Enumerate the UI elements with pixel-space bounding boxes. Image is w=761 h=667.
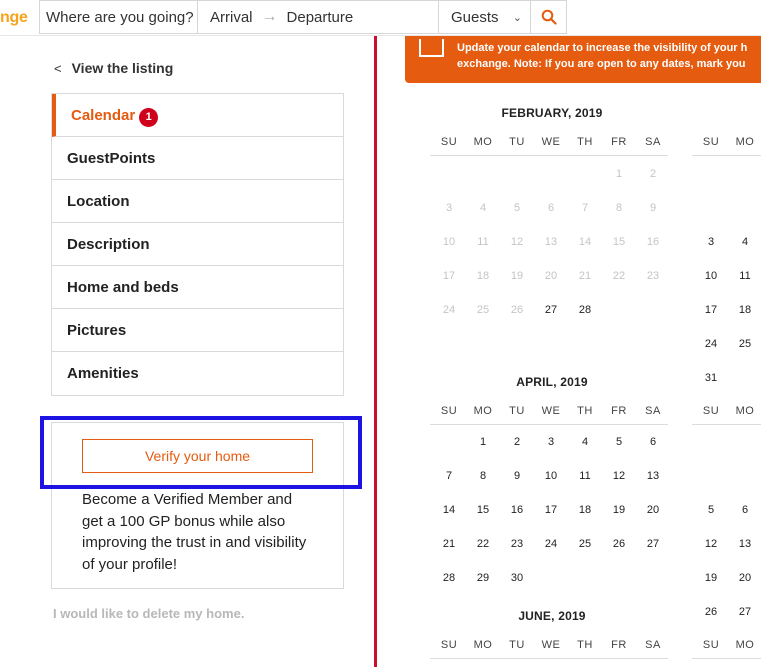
calendar-day[interactable]: 25 (738, 338, 752, 350)
calendar-day[interactable]: 26 (612, 538, 626, 550)
calendar-day[interactable]: 10 (704, 270, 718, 282)
calendar-day[interactable]: 6 (741, 504, 749, 516)
calendar-day[interactable]: 14 (442, 504, 456, 516)
calendar-day[interactable]: 24 (544, 538, 558, 550)
listing-menu (51, 93, 344, 396)
calendar-day: 26 (510, 304, 524, 316)
calendar-day[interactable]: 15 (476, 504, 490, 516)
calendar-day: 14 (578, 236, 592, 248)
weekday-label: FR (611, 405, 627, 417)
calendar-day[interactable]: 19 (612, 504, 626, 516)
menu-item-label: Home and beds (67, 278, 179, 296)
menu-item-calendar[interactable] (52, 94, 343, 137)
month-title: JUNE, 2019 (518, 609, 586, 623)
menu-item-label: Location (67, 192, 130, 210)
calendar-day: 6 (547, 202, 555, 214)
weekday-label: SU (702, 405, 720, 417)
calendar-day[interactable]: 11 (739, 270, 751, 282)
calendar-day: 21 (578, 270, 592, 282)
weekday-label: WE (541, 639, 561, 651)
departure-field[interactable]: Departure (286, 8, 354, 26)
arrival-field[interactable]: Arrival (210, 8, 253, 26)
calendar-day: 13 (544, 236, 558, 248)
calendar-day[interactable]: 22 (476, 538, 490, 550)
weekday-label: SA (645, 639, 661, 651)
calendar-day[interactable]: 18 (578, 504, 592, 516)
calendar-notice-banner (405, 36, 761, 83)
date-range-picker[interactable] (198, 1, 439, 33)
weekday-label: SA (645, 405, 661, 417)
banner-message (457, 40, 761, 72)
delete-home-link[interactable]: I would like to delete my home. (53, 606, 245, 621)
weekday-label: WE (541, 405, 561, 417)
calendar-day[interactable]: 1 (479, 436, 487, 448)
calendar-day[interactable]: 24 (704, 338, 718, 350)
month-title: APRIL, 2019 (516, 375, 588, 389)
calendar-day: 4 (479, 202, 487, 214)
weekday-label: SU (702, 639, 720, 651)
chevron-left-icon: < (54, 60, 62, 76)
calendar-day: 22 (612, 270, 626, 282)
calendar-day[interactable]: 12 (612, 470, 626, 482)
weekday-label: MO (473, 136, 493, 148)
calendar-day[interactable]: 27 (646, 538, 660, 550)
menu-item-label: Pictures (67, 321, 127, 339)
calendar-day[interactable]: 13 (738, 538, 752, 550)
menu-item-pictures[interactable] (52, 309, 343, 352)
banner-line: exchange. Note: If you are open to any dates, mark you (457, 58, 746, 70)
calendar-day[interactable]: 31 (704, 372, 718, 384)
calendar-day[interactable]: 5 (615, 436, 623, 448)
calendar-day: 23 (646, 270, 660, 282)
menu-item-location[interactable] (52, 180, 343, 223)
calendar-day[interactable]: 20 (646, 504, 660, 516)
calendar-day[interactable]: 16 (510, 504, 524, 516)
calendar-day[interactable]: 23 (510, 538, 524, 550)
calendar-day[interactable]: 13 (646, 470, 660, 482)
calendar-day[interactable]: 8 (479, 470, 487, 482)
weekday-label: TH (577, 639, 593, 651)
calendar-day: 20 (544, 270, 558, 282)
calendar-day[interactable]: 9 (513, 470, 521, 482)
weekday-label: SU (702, 136, 720, 148)
weekday-label: TH (577, 136, 593, 148)
calendar-day[interactable]: 17 (704, 304, 718, 316)
search-icon (541, 9, 557, 25)
weekday-label: SU (440, 405, 458, 417)
calendar-day: 18 (476, 270, 490, 282)
calendar-day[interactable]: 28 (578, 304, 592, 316)
calendar-day[interactable]: 3 (707, 236, 715, 248)
calendar-day[interactable]: 11 (579, 470, 591, 482)
weekday-label: SA (645, 136, 661, 148)
chevron-down-icon: ⌄ (512, 11, 522, 24)
checkbox-icon[interactable] (419, 39, 444, 57)
calendar-day[interactable]: 18 (738, 304, 752, 316)
calendar-day: 9 (649, 202, 657, 214)
site-logo[interactable]: nge (0, 9, 28, 26)
weekday-label: TU (509, 639, 525, 651)
calendar-day: 17 (442, 270, 456, 282)
weekday-label: SU (440, 639, 458, 651)
guests-select[interactable] (439, 1, 531, 33)
calendar-day[interactable]: 3 (547, 436, 555, 448)
weekday-label: WE (541, 136, 561, 148)
search-bar (39, 0, 567, 34)
weekday-label: FR (611, 639, 627, 651)
weekday-label: TU (509, 405, 525, 417)
arrow-right-icon: → (261, 8, 278, 25)
menu-item-label: Description (67, 235, 150, 253)
guests-label: Guests (451, 8, 499, 26)
verify-description: Become a Verified Member and get a 100 GP bonus while also improving the trust in and visibility of your profile! (82, 491, 307, 573)
menu-item-guestpoints[interactable] (52, 137, 343, 180)
calendar-day: 15 (612, 236, 626, 248)
calendar-day: 8 (615, 202, 623, 214)
calendar-day[interactable]: 4 (581, 436, 589, 448)
calendar-day: 16 (646, 236, 660, 248)
calendar-day[interactable]: 20 (738, 572, 752, 584)
calendar-day[interactable]: 12 (704, 538, 718, 550)
weekday-label: MO (735, 639, 755, 651)
view-listing-link[interactable] (54, 60, 173, 76)
search-button[interactable] (531, 1, 566, 33)
weekday-label: TH (577, 405, 593, 417)
calendar-day: 12 (510, 236, 524, 248)
weekday-label: FR (611, 136, 627, 148)
calendar-day: 11 (477, 236, 489, 248)
calendar-day[interactable]: 30 (510, 572, 524, 584)
calendar-day: 24 (442, 304, 456, 316)
calendar-day[interactable]: 6 (649, 436, 657, 448)
calendar-day: 25 (476, 304, 490, 316)
weekday-label: TU (509, 136, 525, 148)
weekday-label: MO (473, 405, 493, 417)
weekday-label: SU (440, 136, 458, 148)
view-listing-label: View the listing (71, 60, 174, 76)
calendar-day[interactable]: 27 (544, 304, 558, 316)
calendar-day: 3 (445, 202, 453, 214)
calendar-day: 19 (510, 270, 524, 282)
banner-line: Update your calendar to increase the visibility of your h (457, 42, 748, 54)
calendar-day: 10 (442, 236, 456, 248)
calendar-day: 1 (615, 168, 623, 180)
calendar-day: 2 (649, 168, 657, 180)
menu-item-label: GuestPoints (67, 149, 156, 167)
calendar-day: 5 (513, 202, 521, 214)
menu-item-home-and-beds[interactable] (52, 266, 343, 309)
calendar-day[interactable]: 10 (544, 470, 558, 482)
calendar-day[interactable]: 29 (476, 572, 490, 584)
menu-item-label: Amenities (67, 365, 139, 382)
top-bar (0, 0, 761, 36)
calendar-day[interactable]: 17 (544, 504, 558, 516)
calendar-day[interactable]: 28 (442, 572, 456, 584)
menu-item-label: Calendar (71, 106, 136, 124)
calendar-day[interactable]: 7 (445, 470, 453, 482)
highlight-box (40, 416, 362, 489)
calendar-day[interactable]: 5 (707, 504, 715, 516)
notification-badge: 1 (139, 108, 158, 127)
weekday-label: MO (735, 405, 755, 417)
calendar-day[interactable]: 21 (442, 538, 456, 550)
calendar-day[interactable]: 27 (738, 606, 752, 618)
calendar-day[interactable]: 19 (704, 572, 718, 584)
calendar-day[interactable]: 4 (741, 236, 749, 248)
calendar-day[interactable]: 26 (704, 606, 718, 618)
month-title: FEBRUARY, 2019 (501, 106, 603, 120)
panel-divider (374, 36, 377, 667)
destination-input[interactable] (40, 1, 198, 33)
verify-home-button[interactable]: Verify your home (82, 439, 313, 473)
weekday-label: MO (735, 136, 755, 148)
weekday-label: MO (473, 639, 493, 651)
menu-item-amenities[interactable] (52, 352, 343, 395)
calendar-day[interactable]: 25 (578, 538, 592, 550)
menu-item-description[interactable] (52, 223, 343, 266)
calendar-day: 7 (581, 202, 589, 214)
calendar-day[interactable]: 2 (513, 436, 521, 448)
